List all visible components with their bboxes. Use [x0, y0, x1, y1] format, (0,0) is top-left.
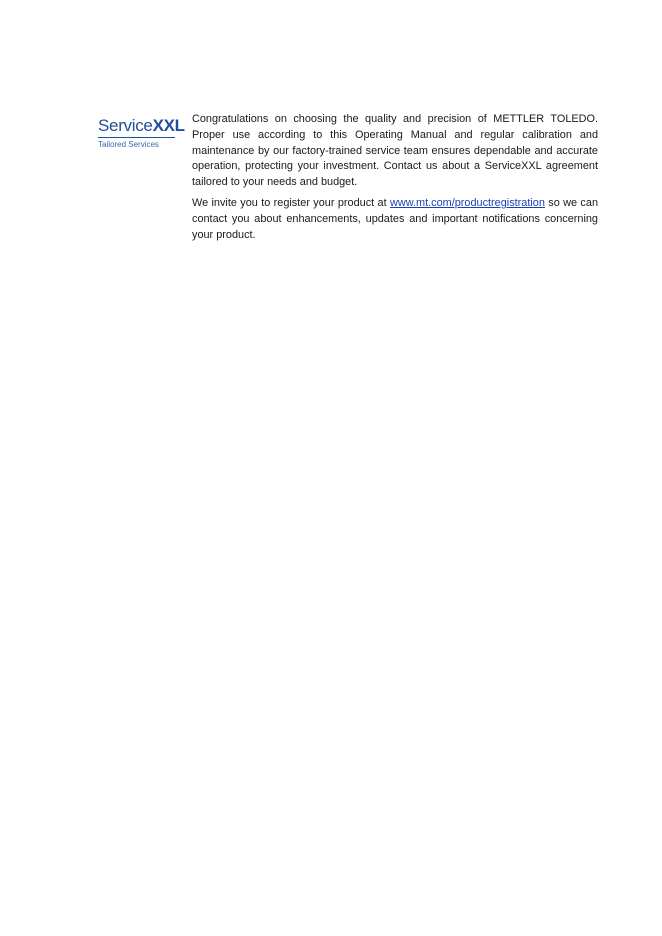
logo-tagline: Tailored Services: [98, 140, 159, 149]
logo-word-xxl: XXL: [152, 116, 185, 135]
registration-text-before: We invite you to register your product at: [192, 196, 390, 209]
product-registration-link[interactable]: www.mt.com/productregistration: [389, 196, 545, 209]
intro-text: [192, 112, 598, 248]
registration-text-after: so we can contact you about enhancements, updates and important notifications concerning your product.: [192, 196, 598, 241]
servicexxl-logo: [98, 116, 185, 150]
logo-word-service: Service: [98, 116, 153, 135]
intro-paragraph: Congratulations on choosing the quality and precision of METTLER TOLEDO. Proper use according to this Operating Manual and regular calibration and maintenance by our factory-trained service team ensures dependable and accurate operation, protecting your investment. Contact us about a ServiceXXL agreement tailored to your needs and budget.: [192, 113, 598, 189]
logo-underline: [98, 137, 175, 138]
logo-wordmark: [98, 116, 185, 136]
registration-paragraph: [192, 196, 598, 243]
